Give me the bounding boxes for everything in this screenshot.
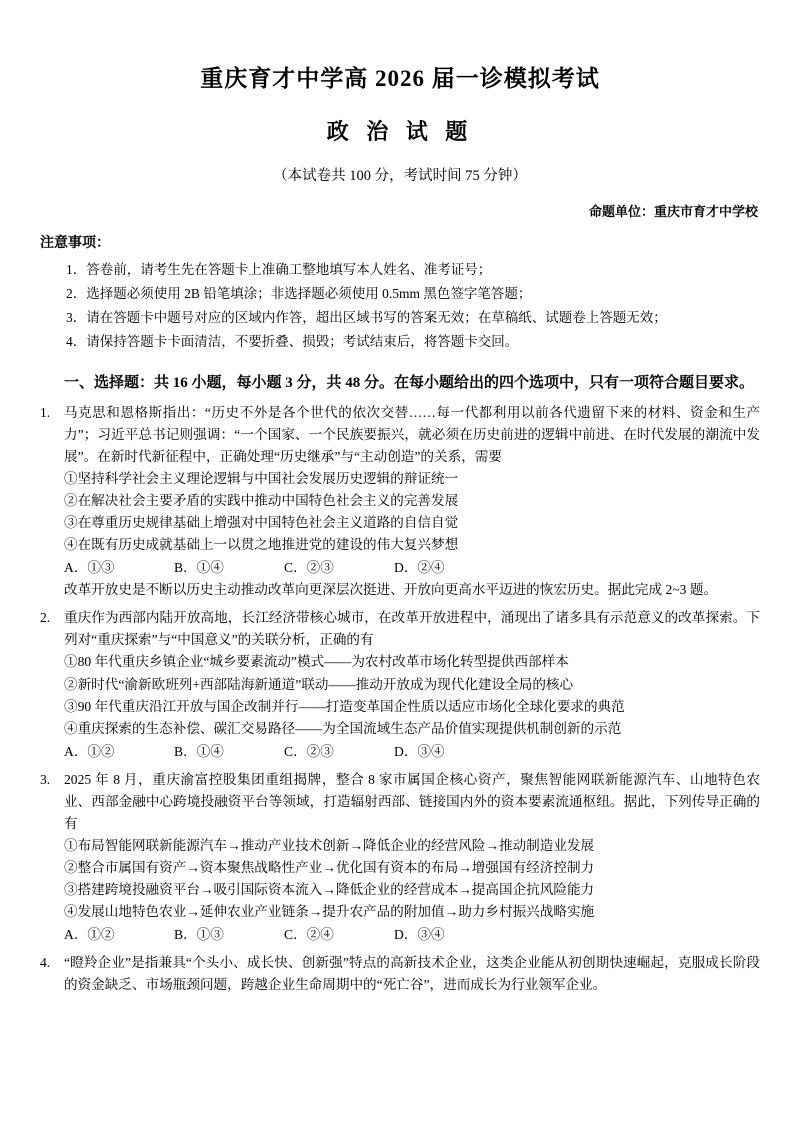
lead-in-text: 改革开放史是不断以历史主动推动改革向更深层次挺进、开放向更高水平迈进的恢宏历史。据此完成 2~3 题。	[64, 582, 718, 598]
choice-d[interactable]: D．③④	[394, 926, 445, 942]
question-stem: 2025 年 8 月，重庆渝富控股集团重组揭牌，整合 8 家市属国企核心资产，聚焦智能网联新能源汽车、山地特色农业、西部金融中心跨境投融资平台等领域，打造辐射西部、链接国内外的资本要素流通枢纽。据此，下列传导正确的有	[64, 771, 760, 831]
notice-item: 4．请保持答题卡卡面清洁，不要折叠、损毁；考试结束后，将答题卡交回。	[66, 334, 519, 350]
choice-b[interactable]: B．①④	[174, 560, 224, 576]
question-option: ④发展山地特色农业→延伸农业产业链条→提升农产品的附加值→助力乡村振兴战略实施	[64, 903, 595, 919]
question-4	[40, 952, 760, 996]
question-option: ③在尊重历史规律基础上增强对中国特色社会主义道路的自信自觉	[64, 515, 459, 531]
question-choices	[64, 924, 760, 946]
question-3	[40, 769, 760, 946]
question-stem: “瞪羚企业”是指兼具“个头小、成长快、创新强”特点的高新技术企业，这类企业能从初创期快速崛起，克服成长阶段的资金缺乏、市场瓶颈问题，跨越企业生命周期中的“死亡谷”，进而成长为行业领军企业。	[64, 954, 760, 992]
choice-a[interactable]: A．①②	[64, 926, 115, 942]
choice-d[interactable]: D．③④	[394, 743, 445, 759]
question-option: ②整合市属国有资产→资本聚焦战略性产业→优化国有资本的布局→增强国有经济控制力	[64, 859, 595, 875]
question-option: ①80 年代重庆乡镇企业“城乡要素流动”模式——为农村改革市场化转型提供西部样本	[64, 654, 569, 670]
exam-org: 命题单位：重庆市育才中学校	[588, 204, 758, 219]
question-body	[64, 769, 760, 946]
notice-item: 3．请在答题卡中题号对应的区域内作答，超出区域书写的答案无效；在草稿纸、试题卷上答题无效；	[66, 310, 667, 326]
notice-list	[40, 258, 760, 354]
choice-d[interactable]: D．②④	[394, 560, 445, 576]
choice-b[interactable]: B．①③	[174, 926, 224, 942]
notice-item: 2．选择题必须使用 2B 铅笔填涂；非选择题必须使用 0.5mm 黑色签字笔答题；	[66, 286, 532, 302]
choice-a[interactable]: A．①③	[64, 560, 115, 576]
question-body	[64, 402, 760, 601]
section-heading: 一、选择题：共 16 小题，每小题 3 分，共 48 分。在每小题给出的四个选项中，只有一项符合题目要求。	[64, 375, 755, 392]
question-body	[64, 952, 760, 996]
question-option: ③90 年代重庆沿江开放与国企改制并行——打造变革国企性质以适应市场化全球化要求的典范	[64, 698, 625, 714]
subject-title: 政 治 试 题	[326, 119, 474, 144]
notice-item: 1．答卷前，请考生先在答题卡上准确工整地填写本人姓名、准考证号；	[66, 262, 492, 277]
question-stem: 马克思和恩格斯指出：“历史不外是各个世代的依次交替……每一代都利用以前各代遗留下来的材料、资金和生产力”；习近平总书记则强调：“一个国家、一个民族要振兴，就必须在历史前进的逻辑中前进、在时代发展的潮流中发展”。在新时代新征程中，正确处理“历史继承”与“主动创造”的关系，需要	[64, 405, 760, 465]
question-option: ②在解决社会主要矛盾的实践中推动中国特色社会主义的完善发展	[64, 493, 459, 509]
question-option: ②新时代“渝新欧班列+西部陆海新通道”联动——推动开放成为现代化建设全局的核心	[64, 676, 574, 692]
exam-info: （本试卷共 100 分，考试时间 75 分钟）	[273, 168, 527, 184]
question-body	[64, 607, 760, 762]
question-2	[40, 607, 760, 762]
question-1	[40, 402, 760, 601]
choice-c[interactable]: C．②③	[284, 743, 334, 759]
page-title: 重庆育才中学高 2026 届一诊模拟考试	[200, 66, 600, 91]
choice-c[interactable]: C．②③	[284, 560, 334, 576]
choice-c[interactable]: C．②④	[284, 926, 334, 942]
question-option: ①坚持科学社会主义理论逻辑与中国社会发展历史逻辑的辩证统一	[64, 471, 459, 487]
question-choices	[64, 741, 760, 763]
question-option: ③搭建跨境投融资平台→吸引国际资本流入→降低企业的经营成本→提高国企抗风险能力	[64, 881, 595, 897]
question-option: ④在既有历史成就基础上一以贯之地推进党的建设的伟大复兴梦想	[64, 537, 459, 553]
question-number: 4.	[40, 954, 51, 970]
question-choices	[64, 557, 760, 579]
choice-a[interactable]: A．①②	[64, 743, 115, 759]
question-number: 1.	[40, 405, 51, 421]
question-stem: 重庆作为西部内陆开放高地，长江经济带核心城市，在改革开放进程中，涌现出了诸多具有示范意义的改革探索。下列对“重庆探索”与“中国意义”的关联分析，正确的有	[64, 610, 760, 648]
question-number: 2.	[40, 610, 51, 626]
choice-b[interactable]: B．①④	[174, 743, 224, 759]
notice-heading: 注意事项：	[40, 236, 110, 251]
question-option: ①布局智能网联新能源汽车→推动产业技术创新→降低企业的经营风险→推动制造业发展	[64, 837, 595, 853]
question-option: ④重庆探索的生态补偿、碳汇交易路径——为全国流域生态产品价值实现提供机制创新的示范	[64, 720, 622, 736]
question-number: 3.	[40, 771, 51, 787]
